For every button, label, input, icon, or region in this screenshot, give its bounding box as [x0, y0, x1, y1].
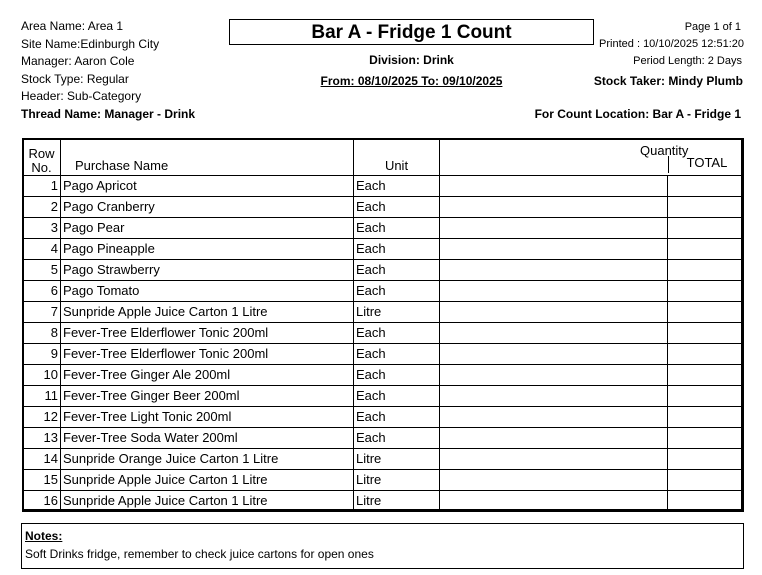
total-cell[interactable]	[668, 302, 744, 323]
total-cell[interactable]	[668, 386, 744, 407]
site-name: Site Name:Edinburgh City	[21, 37, 160, 51]
total-cell[interactable]	[668, 407, 744, 428]
quantity-cell[interactable]	[440, 386, 668, 407]
table-row	[23, 323, 744, 344]
quantity-cell[interactable]	[440, 365, 668, 386]
row-number-header-line2: No.	[31, 160, 52, 175]
table-row	[23, 407, 744, 428]
unit: Each	[354, 386, 440, 407]
page-number: Page 1 of 1	[684, 21, 741, 33]
table-row	[23, 470, 744, 491]
unit: Each	[354, 428, 440, 449]
table-row	[23, 239, 744, 260]
unit: Each	[354, 176, 440, 197]
purchase-name: Pago Pear	[61, 218, 354, 239]
row-number: 10	[23, 365, 61, 386]
row-number: 12	[23, 407, 61, 428]
purchase-name-header: Purchase Name	[61, 139, 354, 176]
manager-name: Manager: Aaron Cole	[21, 54, 135, 68]
purchase-name: Fever-Tree Elderflower Tonic 200ml	[61, 344, 354, 365]
unit: Each	[354, 239, 440, 260]
row-number-header-line1: Row	[28, 146, 55, 161]
total-cell[interactable]	[668, 176, 744, 197]
table-row	[23, 197, 744, 218]
row-number-header	[23, 139, 61, 176]
thread-name: Thread Name: Manager - Drink	[21, 107, 196, 121]
count-location: For Count Location: Bar A - Fridge 1	[534, 107, 741, 121]
unit: Each	[354, 323, 440, 344]
quantity-cell[interactable]	[440, 344, 668, 365]
header-type: Header: Sub-Category	[21, 89, 142, 103]
division: Division: Drink	[369, 53, 454, 67]
table-row	[23, 386, 744, 407]
count-table	[22, 138, 744, 512]
row-number: 15	[23, 470, 61, 491]
printed-timestamp: Printed : 10/10/2025 12:51:20	[599, 38, 744, 50]
quantity-cell[interactable]	[440, 281, 668, 302]
table-row	[23, 281, 744, 302]
total-cell[interactable]	[668, 323, 744, 344]
unit: Each	[354, 344, 440, 365]
unit: Litre	[354, 470, 440, 491]
date-range: From: 08/10/2025 To: 09/10/2025	[320, 74, 503, 88]
quantity-cell[interactable]	[440, 449, 668, 470]
unit: Litre	[354, 491, 440, 512]
row-number: 3	[23, 218, 61, 239]
purchase-name: Sunpride Orange Juice Carton 1 Litre	[61, 449, 354, 470]
quantity-cell[interactable]	[440, 218, 668, 239]
purchase-name: Pago Pineapple	[61, 239, 354, 260]
table-row	[23, 449, 744, 470]
purchase-name: Fever-Tree Ginger Beer 200ml	[61, 386, 354, 407]
total-cell[interactable]	[668, 239, 744, 260]
total-cell[interactable]	[668, 197, 744, 218]
unit: Litre	[354, 302, 440, 323]
purchase-name: Fever-Tree Elderflower Tonic 200ml	[61, 323, 354, 344]
unit: Each	[354, 197, 440, 218]
table-header-row	[23, 139, 744, 176]
table-row	[23, 428, 744, 449]
row-number: 1	[23, 176, 61, 197]
quantity-cell[interactable]	[440, 176, 668, 197]
table-row	[23, 218, 744, 239]
row-number: 7	[23, 302, 61, 323]
table-row	[23, 365, 744, 386]
row-number: 6	[23, 281, 61, 302]
quantity-header	[440, 139, 744, 176]
purchase-name: Pago Tomato	[61, 281, 354, 302]
row-number: 2	[23, 197, 61, 218]
report-title: Bar A - Fridge 1 Count	[229, 19, 594, 45]
purchase-name: Fever-Tree Ginger Ale 200ml	[61, 365, 354, 386]
total-cell[interactable]	[668, 260, 744, 281]
purchase-name: Sunpride Apple Juice Carton 1 Litre	[61, 491, 354, 512]
total-cell[interactable]	[668, 470, 744, 491]
quantity-cell[interactable]	[440, 428, 668, 449]
row-number: 5	[23, 260, 61, 281]
row-number: 9	[23, 344, 61, 365]
notes-box	[21, 523, 744, 569]
total-cell[interactable]	[668, 449, 744, 470]
unit: Each	[354, 365, 440, 386]
quantity-cell[interactable]	[440, 260, 668, 281]
quantity-cell[interactable]	[440, 470, 668, 491]
quantity-cell[interactable]	[440, 491, 668, 512]
quantity-cell[interactable]	[440, 407, 668, 428]
table-row	[23, 491, 744, 512]
purchase-name: Sunpride Apple Juice Carton 1 Litre	[61, 470, 354, 491]
unit: Litre	[354, 449, 440, 470]
table-row	[23, 344, 744, 365]
unit: Each	[354, 218, 440, 239]
unit-header: Unit	[354, 139, 440, 176]
stock-taker: Stock Taker: Mindy Plumb	[593, 74, 743, 88]
total-cell[interactable]	[668, 281, 744, 302]
row-number: 13	[23, 428, 61, 449]
quantity-header-label: Quantity	[640, 143, 689, 158]
row-number: 4	[23, 239, 61, 260]
row-number: 16	[23, 491, 61, 512]
table-row	[23, 302, 744, 323]
total-cell[interactable]	[668, 218, 744, 239]
total-cell[interactable]	[668, 365, 744, 386]
purchase-name: Sunpride Apple Juice Carton 1 Litre	[61, 302, 354, 323]
row-number: 8	[23, 323, 61, 344]
row-number: 11	[23, 386, 61, 407]
quantity-cell[interactable]	[440, 323, 668, 344]
unit: Each	[354, 407, 440, 428]
purchase-name: Pago Cranberry	[61, 197, 354, 218]
table-row	[23, 176, 744, 197]
table-row	[23, 260, 744, 281]
period-length: Period Length: 2 Days	[633, 55, 742, 67]
unit: Each	[354, 281, 440, 302]
total-header: TOTAL	[668, 156, 744, 173]
row-number: 14	[23, 449, 61, 470]
total-cell[interactable]	[668, 428, 744, 449]
unit: Each	[354, 260, 440, 281]
purchase-name: Pago Apricot	[61, 176, 354, 197]
purchase-name: Fever-Tree Light Tonic 200ml	[61, 407, 354, 428]
notes-label: Notes:	[25, 529, 63, 543]
quantity-cell[interactable]	[440, 197, 668, 218]
notes-text: Soft Drinks fridge, remember to check juice cartons for open ones	[25, 547, 374, 561]
stock-type: Stock Type: Regular	[21, 72, 129, 86]
purchase-name: Pago Strawberry	[61, 260, 354, 281]
total-cell[interactable]	[668, 344, 744, 365]
purchase-name: Fever-Tree Soda Water 200ml	[61, 428, 354, 449]
quantity-cell[interactable]	[440, 239, 668, 260]
area-name: Area Name: Area 1	[21, 19, 124, 33]
total-cell[interactable]	[668, 491, 744, 512]
quantity-cell[interactable]	[440, 302, 668, 323]
